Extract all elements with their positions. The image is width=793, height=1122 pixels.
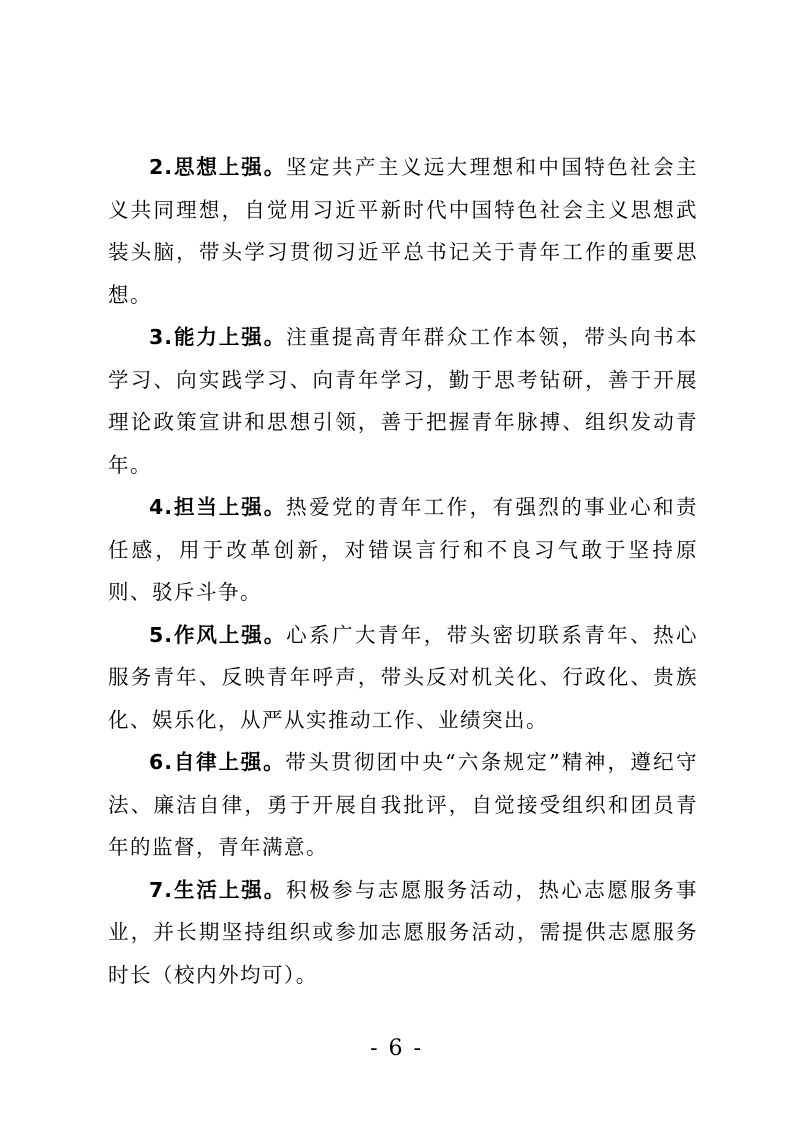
document-body (108, 146, 698, 996)
paragraph-heading: 7.生活上强。 (149, 877, 287, 902)
paragraph-text: 热爱党的青年工作，有强烈的事业心和责任感，用于改革创新，对错误言行和不良习气敢于坚持原则、驳斥斗争。 (108, 495, 699, 604)
paragraph-life (108, 869, 698, 997)
page-number: - 6 - (370, 1036, 423, 1061)
paragraph-text: 坚定共产主义远大理想和中国特色社会主义共同理想，自觉用习近平新时代中国特色社会主义思想武装头脑，带头学习贯彻习近平总书记关于青年工作的重要思想。 (108, 155, 699, 307)
paragraph-responsibility (108, 486, 698, 614)
paragraph-ability (108, 316, 698, 486)
paragraph-heading: 5.作风上强。 (149, 622, 287, 647)
paragraph-thought (108, 146, 698, 316)
paragraph-heading: 3.能力上强。 (149, 325, 287, 349)
paragraph-text: 心系广大青年，带头密切联系青年、热心服务青年、反映青年呼声，带头反对机关化、行政化、贵族化、娱乐化，从严从实推动工作、业绩突出。 (108, 622, 699, 732)
paragraph-heading: 6.自律上强。 (149, 750, 286, 774)
paragraph-text: 积极参与志愿服务活动，热心志愿服务事业，并长期坚持组织或参加志愿服务活动，需提供志愿服务时长（校内外均可）。 (108, 877, 699, 987)
paragraph-text: 注重提高青年群众工作本领，带头向书本学习、向实践学习、向青年学习，勤于思考钻研，善于开展理论政策宣讲和思想引领，善于把握青年脉搏、组织发动青年。 (108, 325, 699, 477)
paragraph-style (108, 614, 698, 742)
paragraph-discipline (108, 741, 698, 869)
paragraph-heading: 4.担当上强。 (149, 495, 287, 519)
paragraph-heading: 2.思想上强。 (149, 155, 287, 179)
paragraph-text: 带头贯彻团中央“六条规定”精神，遵纪守法、廉洁自律，勇于开展自我批评，自觉接受组织和团员青年的监督，青年满意。 (108, 750, 698, 859)
